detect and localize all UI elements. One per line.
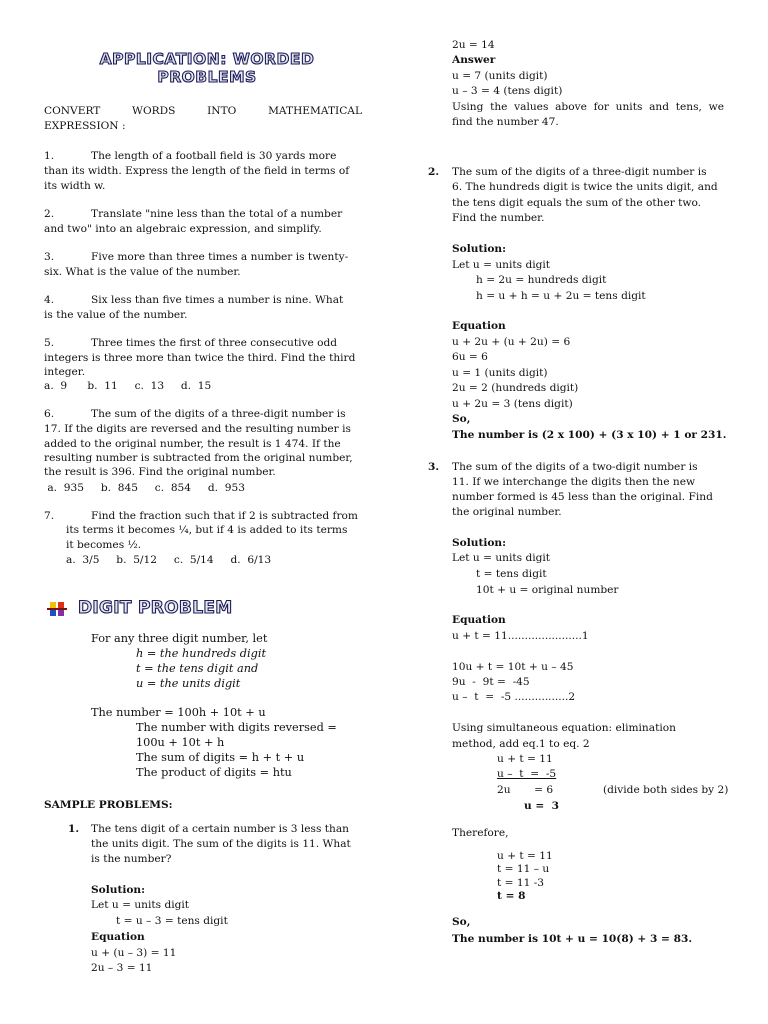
problem-1-line-1: The length of a football field is 30 yards more bbox=[91, 150, 337, 162]
sample-3-t-1: u + t = 11 bbox=[497, 850, 553, 862]
problem-6-line-5: the result is 396. Find the original number. bbox=[44, 466, 276, 478]
sample-3-line-1: The sum of the digits of a two-digit number is bbox=[452, 461, 698, 473]
sample-1-number: 1. bbox=[68, 823, 80, 835]
title-line-1: APPLICATION: WORDED bbox=[99, 50, 315, 68]
digit-product-formula: The product of digits = htu bbox=[136, 766, 292, 779]
sample-3-equation-label: Equation bbox=[452, 614, 506, 626]
sample-3-method-2: method, add eq.1 to eq. 2 bbox=[452, 738, 590, 750]
problem-7-line-3: it becomes ½. bbox=[66, 539, 142, 551]
problem-5-line-1: Three times the first of three consecutive odd bbox=[91, 337, 338, 349]
sample-2-eq-5: u + 2u = 3 (tens digit) bbox=[452, 398, 573, 410]
problem-5-choices: a. 9 b. 11 c. 13 d. 15 bbox=[44, 380, 212, 392]
digit-problem-heading: DIGIT PROBLEM bbox=[78, 598, 233, 618]
sample-2-eq-1: u + 2u + (u + 2u) = 6 bbox=[452, 336, 571, 348]
sample-1-let-1: Let u = units digit bbox=[91, 899, 190, 911]
sample-3-line-3: number formed is 45 less than the original. Find bbox=[452, 491, 713, 503]
sample-3-final: The number is 10t + u = 10(8) + 3 = 83. bbox=[452, 933, 693, 945]
problem-6-line-1: The sum of the digits of a three-digit number is bbox=[91, 408, 346, 420]
sample-3-let-2: t = tens digit bbox=[476, 568, 547, 580]
sample-3-elim-1: u + t = 11 bbox=[497, 753, 553, 765]
problem-7-line-1: Find the fraction such that if 2 is subtracted from bbox=[91, 510, 358, 522]
sample-2-line-1: The sum of the digits of a three-digit number is bbox=[452, 166, 707, 178]
sample-2-final: The number is (2 x 100) + (3 x 10) + 1 or 231. bbox=[452, 429, 727, 441]
sample-3-eq-3: 9u - 9t = -45 bbox=[452, 676, 530, 688]
sample-3-t-4: t = 8 bbox=[497, 890, 526, 902]
digit-sum-formula: The sum of digits = h + t + u bbox=[136, 751, 305, 764]
sample-2-line-2: 6. The hundreds digit is twice the units digit, and bbox=[452, 181, 718, 193]
digit-reversed-value: 100u + 10t + h bbox=[136, 736, 225, 749]
sample-3-line-4: the original number. bbox=[452, 506, 562, 518]
sample-3-t-2: t = 11 – u bbox=[497, 863, 550, 875]
sample-2-line-3: the tens digit equals the sum of the other two. bbox=[452, 197, 702, 209]
sample-1-line-1: The tens digit of a certain number is 3 less than bbox=[91, 823, 350, 835]
sample-3-elim-3: 2u = 6 bbox=[497, 784, 554, 796]
sample-2-let-1: Let u = units digit bbox=[452, 259, 551, 271]
problem-1-line-2: than its width. Express the length of the field in terms of bbox=[44, 165, 350, 177]
sample-2-eq-2: 6u = 6 bbox=[452, 351, 488, 363]
title-line-2: PROBLEMS bbox=[157, 68, 257, 86]
digit-intro: For any three digit number, let bbox=[91, 632, 268, 645]
convert-heading-line-2: EXPRESSION : bbox=[44, 120, 126, 132]
problem-6-choices: a. 935 b. 845 c. 854 d. 953 bbox=[44, 482, 245, 494]
problem-7-choices: a. 3/5 b. 5/12 c. 5/14 d. 6/13 bbox=[66, 554, 272, 566]
problem-5-number: 5. bbox=[44, 337, 55, 349]
problem-4-line-2: is the value of the number. bbox=[44, 309, 188, 321]
sample-3-eq-2: 10u + t = 10t + u – 45 bbox=[452, 661, 574, 673]
sample-1-equation-label: Equation bbox=[91, 931, 145, 943]
problem-1-line-3: its width w. bbox=[44, 180, 106, 192]
sample-1-eq-1: u + (u – 3) = 11 bbox=[91, 947, 177, 959]
sample-2-let-2: h = 2u = hundreds digit bbox=[476, 274, 607, 286]
problem-6-number: 6. bbox=[44, 408, 55, 420]
sample-1-conclusion-1: Using the values above for units and tens, we bbox=[452, 101, 724, 113]
sample-1-solution-label: Solution: bbox=[91, 884, 146, 896]
sample-2-eq-4: 2u = 2 (hundreds digit) bbox=[452, 382, 579, 394]
digit-def-units: u = the units digit bbox=[136, 677, 241, 690]
digit-number-formula: The number = 100h + 10t + u bbox=[91, 706, 266, 719]
sample-2-number: 2. bbox=[428, 166, 440, 178]
sample-2-eq-3: u = 1 (units digit) bbox=[452, 367, 548, 379]
sample-2-line-4: Find the number. bbox=[452, 212, 545, 224]
problem-5-line-3: integer. bbox=[44, 366, 86, 378]
problem-2-line-2: and two" into an algebraic expression, and simplify. bbox=[44, 223, 322, 235]
sample-2-equation-label: Equation bbox=[452, 320, 506, 332]
sample-2-let-3: h = u + h = u + 2u = tens digit bbox=[476, 290, 646, 302]
sample-1-line-2: the units digit. The sum of the digits is 11. What bbox=[91, 838, 351, 850]
digit-def-tens: t = the tens digit and bbox=[136, 662, 259, 675]
problem-3-line-2: six. What is the value of the number. bbox=[44, 266, 241, 278]
sample-1-conclusion-2: find the number 47. bbox=[452, 116, 559, 128]
sample-1-eq-3: 2u = 14 bbox=[452, 39, 495, 51]
problem-7-line-2: its terms it becomes ¼, but if 4 is added to its terms bbox=[66, 524, 348, 536]
digit-reversed-label: The number with digits reversed = bbox=[136, 721, 337, 734]
problem-6-line-2: 17. If the digits are reversed and the resulting number is bbox=[44, 423, 351, 435]
problem-2-number: 2. bbox=[44, 208, 55, 220]
sample-3-eq-4: u – t = -5 ................2 bbox=[452, 691, 576, 703]
problem-6-line-4: resulting number is subtracted from the original number, bbox=[44, 452, 353, 464]
sample-3-elim-3-note: (divide both sides by 2) bbox=[603, 784, 729, 796]
convert-heading-line-1: CONVERT WORDS INTO MATHEMATICAL bbox=[44, 105, 362, 117]
sample-1-eq-2: 2u – 3 = 11 bbox=[91, 962, 153, 974]
sample-3-elim-4: u = 3 bbox=[524, 800, 560, 812]
problem-3-line-1: Five more than three times a number is twenty- bbox=[91, 251, 349, 263]
problem-4-number: 4. bbox=[44, 294, 55, 306]
sample-1-answer-2: u – 3 = 4 (tens digit) bbox=[452, 85, 563, 97]
digit-def-hundreds: h = the hundreds digit bbox=[136, 647, 267, 660]
sample-1-answer-1: u = 7 (units digit) bbox=[452, 70, 548, 82]
sample-1-line-3: is the number? bbox=[91, 853, 172, 865]
problem-4-line-1: Six less than five times a number is nine. What bbox=[91, 294, 344, 306]
sample-3-number: 3. bbox=[428, 461, 440, 473]
sample-3-line-2: 11. If we interchange the digits then the new bbox=[452, 476, 696, 488]
bullet-icon bbox=[47, 599, 67, 619]
sample-2-so: So, bbox=[452, 413, 471, 425]
sample-3-so: So, bbox=[452, 916, 471, 928]
sample-3-eq-1: u + t = 11......................1 bbox=[452, 630, 589, 642]
sample-3-t-3: t = 11 -3 bbox=[497, 877, 545, 889]
sample-3-method-1: Using simultaneous equation: elimination bbox=[452, 722, 676, 734]
problem-2-line-1: Translate "nine less than the total of a number bbox=[91, 208, 343, 220]
problem-1-number: 1. bbox=[44, 150, 55, 162]
sample-3-elim-2: u – t = -5 bbox=[497, 768, 557, 780]
problem-5-line-2: integers is three more than twice the third. Find the third bbox=[44, 352, 356, 364]
sample-problems-heading: SAMPLE PROBLEMS: bbox=[44, 799, 173, 811]
sample-3-let-1: Let u = units digit bbox=[452, 552, 551, 564]
sample-1-answer-label: Answer bbox=[452, 54, 496, 66]
problem-3-number: 3. bbox=[44, 251, 55, 263]
sample-3-therefore: Therefore, bbox=[452, 827, 509, 839]
sample-1-let-2: t = u – 3 = tens digit bbox=[116, 915, 228, 927]
sample-3-let-3: 10t + u = original number bbox=[476, 584, 619, 596]
problem-6-line-3: added to the original number, the result is 1 474. If the bbox=[44, 438, 341, 450]
sample-2-solution-label: Solution: bbox=[452, 243, 507, 255]
problem-7-number: 7. bbox=[44, 510, 55, 522]
sample-3-solution-label: Solution: bbox=[452, 537, 507, 549]
